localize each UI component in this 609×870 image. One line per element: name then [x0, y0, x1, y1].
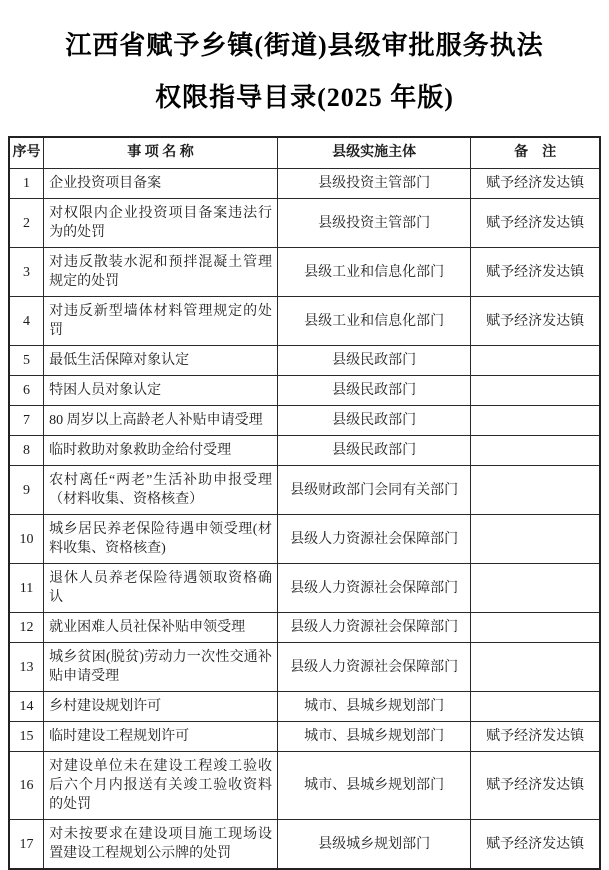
page-title-line-2: 权限指导目录(2025 年版) — [155, 83, 454, 112]
table-row — [9, 297, 600, 346]
cell-remark — [471, 564, 600, 613]
cell-remark: 赋予经济发达镇 — [471, 297, 600, 346]
table-row — [9, 752, 600, 820]
cell-remark — [471, 613, 600, 643]
cell-serial-number: 11 — [9, 564, 44, 613]
cell-serial-number: 1 — [9, 169, 44, 199]
table-row — [9, 436, 600, 466]
cell-county-authority: 县级民政部门 — [278, 376, 471, 406]
cell-county-authority: 县级城乡规划部门 — [278, 820, 471, 870]
cell-serial-number: 15 — [9, 722, 44, 752]
table-row — [9, 515, 600, 564]
cell-remark: 赋予经济发达镇 — [471, 820, 600, 870]
cell-county-authority: 城市、县城乡规划部门 — [278, 692, 471, 722]
cell-serial-number: 14 — [9, 692, 44, 722]
cell-remark — [471, 406, 600, 436]
cell-serial-number: 16 — [9, 752, 44, 820]
cell-serial-number: 5 — [9, 346, 44, 376]
cell-item-name: 临时救助对象救助金给付受理 — [44, 436, 278, 466]
cell-item-name: 城乡居民养老保险待遇申领受理(材料收集、资格核查) — [44, 515, 278, 564]
cell-item-name: 对违反新型墙体材料管理规定的处罚 — [44, 297, 278, 346]
cell-item-name: 特困人员对象认定 — [44, 376, 278, 406]
cell-county-authority: 县级民政部门 — [278, 406, 471, 436]
header-serial-number: 序号 — [9, 137, 44, 169]
cell-county-authority: 县级民政部门 — [278, 346, 471, 376]
table-row — [9, 406, 600, 436]
table-row — [9, 466, 600, 515]
cell-remark — [471, 436, 600, 466]
cell-item-name: 对违反散装水泥和预拌混凝土管理规定的处罚 — [44, 248, 278, 297]
cell-remark: 赋予经济发达镇 — [471, 722, 600, 752]
cell-remark: 赋予经济发达镇 — [471, 199, 600, 248]
cell-serial-number: 6 — [9, 376, 44, 406]
cell-county-authority: 县级工业和信息化部门 — [278, 248, 471, 297]
table-header-row — [9, 137, 600, 169]
authority-directory-table — [8, 136, 601, 870]
cell-item-name: 80 周岁以上高龄老人补贴申请受理 — [44, 406, 278, 436]
cell-item-name: 企业投资项目备案 — [44, 169, 278, 199]
table-row — [9, 820, 600, 870]
cell-serial-number: 13 — [9, 643, 44, 692]
cell-county-authority: 县级人力资源社会保障部门 — [278, 564, 471, 613]
cell-remark — [471, 643, 600, 692]
cell-serial-number: 8 — [9, 436, 44, 466]
cell-remark: 赋予经济发达镇 — [471, 248, 600, 297]
cell-county-authority: 县级人力资源社会保障部门 — [278, 643, 471, 692]
table-row — [9, 248, 600, 297]
cell-county-authority: 县级工业和信息化部门 — [278, 297, 471, 346]
header-remark: 备 注 — [471, 137, 600, 169]
table-row — [9, 613, 600, 643]
cell-county-authority: 县级民政部门 — [278, 436, 471, 466]
cell-county-authority: 县级投资主管部门 — [278, 169, 471, 199]
page-title-line-1: 江西省赋予乡镇(街道)县级审批服务执法 — [65, 31, 544, 60]
page-title — [8, 20, 601, 124]
cell-serial-number: 4 — [9, 297, 44, 346]
table-body — [9, 169, 600, 870]
table-row — [9, 169, 600, 199]
cell-remark: 赋予经济发达镇 — [471, 752, 600, 820]
table-row — [9, 692, 600, 722]
cell-item-name: 对权限内企业投资项目备案违法行为的处罚 — [44, 199, 278, 248]
cell-serial-number: 3 — [9, 248, 44, 297]
cell-serial-number: 2 — [9, 199, 44, 248]
header-item-name: 事 项 名 称 — [44, 137, 278, 169]
cell-county-authority: 县级投资主管部门 — [278, 199, 471, 248]
cell-county-authority: 县级人力资源社会保障部门 — [278, 613, 471, 643]
cell-item-name: 最低生活保障对象认定 — [44, 346, 278, 376]
cell-item-name: 临时建设工程规划许可 — [44, 722, 278, 752]
header-county-authority: 县级实施主体 — [278, 137, 471, 169]
cell-county-authority: 县级人力资源社会保障部门 — [278, 515, 471, 564]
cell-item-name: 城乡贫困(脱贫)劳动力一次性交通补贴申请受理 — [44, 643, 278, 692]
cell-serial-number: 9 — [9, 466, 44, 515]
cell-county-authority: 城市、县城乡规划部门 — [278, 752, 471, 820]
cell-item-name: 对建设单位未在建设工程竣工验收后六个月内报送有关竣工验收资料的处罚 — [44, 752, 278, 820]
cell-remark — [471, 346, 600, 376]
cell-item-name: 农村离任“两老”生活补助申报受理（材料收集、资格核查） — [44, 466, 278, 515]
cell-item-name: 对未按要求在建设项目施工现场设置建设工程规划公示牌的处罚 — [44, 820, 278, 870]
cell-county-authority: 县级财政部门会同有关部门 — [278, 466, 471, 515]
table-row — [9, 199, 600, 248]
table-row — [9, 564, 600, 613]
cell-remark — [471, 466, 600, 515]
cell-remark — [471, 376, 600, 406]
cell-serial-number: 12 — [9, 613, 44, 643]
cell-item-name: 就业困难人员社保补贴申领受理 — [44, 613, 278, 643]
cell-serial-number: 7 — [9, 406, 44, 436]
table-row — [9, 643, 600, 692]
table-row — [9, 346, 600, 376]
table-row — [9, 722, 600, 752]
cell-item-name: 乡村建设规划许可 — [44, 692, 278, 722]
cell-serial-number: 10 — [9, 515, 44, 564]
cell-remark: 赋予经济发达镇 — [471, 169, 600, 199]
cell-item-name: 退休人员养老保险待遇领取资格确认 — [44, 564, 278, 613]
table-row — [9, 376, 600, 406]
cell-county-authority: 城市、县城乡规划部门 — [278, 722, 471, 752]
cell-remark — [471, 692, 600, 722]
cell-serial-number: 17 — [9, 820, 44, 870]
cell-remark — [471, 515, 600, 564]
